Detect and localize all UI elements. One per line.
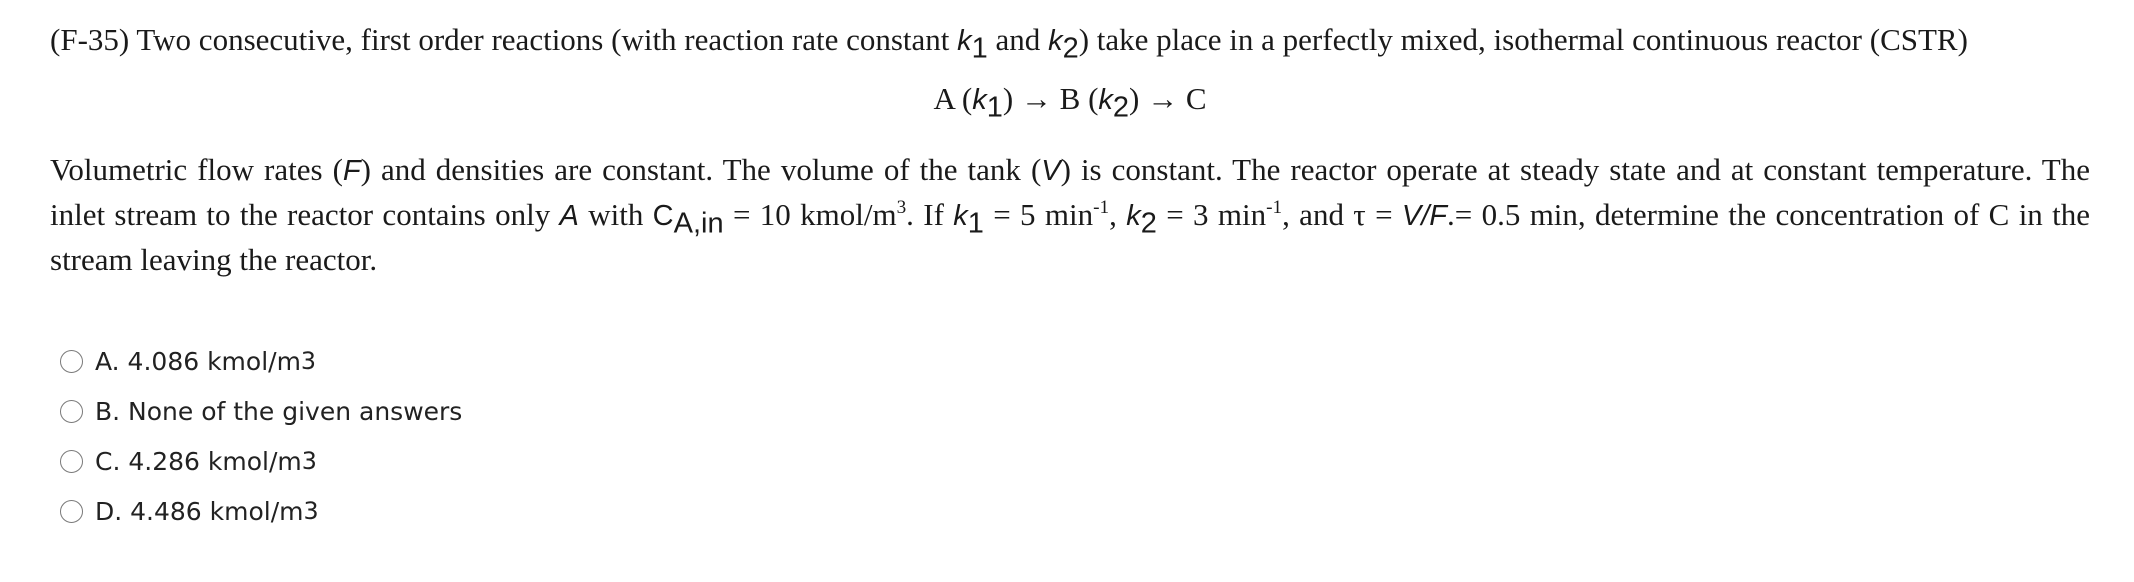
option-b[interactable] xyxy=(60,386,462,436)
option-b-radio[interactable] xyxy=(60,400,83,423)
question-body xyxy=(50,148,2090,282)
option-c[interactable]: C. 4.286 kmol/m 3 xyxy=(60,436,462,486)
reaction-equation xyxy=(50,77,2090,122)
min-2-superscript: -1 xyxy=(1266,197,1283,219)
option-d-label: D. 4.486 kmol/m xyxy=(95,496,304,526)
body-k1-symbol: k xyxy=(953,200,968,232)
species-a-symbol: A xyxy=(559,200,579,232)
volume-symbol: V xyxy=(1041,155,1061,187)
body-text-5: = 10 kmol/m xyxy=(723,197,897,232)
k1-symbol: k xyxy=(957,25,972,57)
body-text-1: Volumetric flow rates ( xyxy=(50,152,343,187)
option-a-radio[interactable] xyxy=(60,350,83,373)
answer-options xyxy=(60,336,462,536)
reaction-a: A ( xyxy=(933,81,973,116)
option-a[interactable]: A. 4.086 kmol/m 3 xyxy=(60,336,462,386)
reaction-k2-subscript: 2 xyxy=(1112,91,1130,124)
min-1-superscript: -1 xyxy=(1093,197,1110,219)
body-text-2: ) and densities are constant. The volume of the tank ( xyxy=(360,152,1042,187)
body-k2-subscript: 2 xyxy=(1140,207,1157,240)
body-text-9: = 3 min xyxy=(1156,197,1267,232)
reaction-c: ) → C xyxy=(1129,81,1207,116)
option-a-label: A. 4.086 kmol/m xyxy=(95,346,301,376)
flow-symbol: F xyxy=(342,155,361,187)
v-over-f-symbol: V/F xyxy=(1401,200,1448,232)
intro-text: (F-35) Two consecutive, first order reactions (with reaction rate constant xyxy=(50,22,958,57)
body-text-7: = 5 min xyxy=(983,197,1094,232)
body-text-3: ) is constant. The reactor operate at steady state and at constant temperature. The inlet stream to the reactor contains only xyxy=(50,152,2090,232)
concentration-subscript: A,in xyxy=(673,207,724,240)
reaction-k1-symbol: k xyxy=(972,84,987,116)
body-text-4: with xyxy=(578,197,653,232)
body-text-8: , xyxy=(1109,197,1127,232)
body-text-6: . If xyxy=(906,197,954,232)
option-b-label: B. None of the given answers xyxy=(95,396,463,426)
reaction-k1-subscript: 1 xyxy=(986,91,1003,124)
question-text xyxy=(50,18,2090,282)
and-text: and xyxy=(987,22,1049,57)
k2-subscript: 2 xyxy=(1062,32,1079,65)
option-c-label: C. 4.286 kmol/m xyxy=(95,446,302,476)
option-c-radio[interactable] xyxy=(60,450,83,473)
m3-superscript: 3 xyxy=(896,197,907,219)
body-k2-symbol: k xyxy=(1126,200,1141,232)
k2-symbol: k xyxy=(1048,25,1063,57)
reaction-b: ) → B ( xyxy=(1002,81,1099,116)
option-d-radio[interactable] xyxy=(60,500,83,523)
body-k1-subscript: 1 xyxy=(967,207,984,240)
intro-end-text: ) take place in a perfectly mixed, isothermal continuous reactor (CSTR) xyxy=(1078,22,1968,57)
reaction-k2-symbol: k xyxy=(1098,84,1113,116)
k1-subscript: 1 xyxy=(971,32,988,65)
body-text-10: , and τ = xyxy=(1282,197,1402,232)
body-text-11: .= 0.5 min, determine the concentration of C in the stream leaving the reactor. xyxy=(50,197,2091,277)
option-d[interactable]: D. 4.486 kmol/m 3 xyxy=(60,486,462,536)
concentration-symbol: C xyxy=(652,200,674,232)
question-intro xyxy=(50,18,2090,63)
